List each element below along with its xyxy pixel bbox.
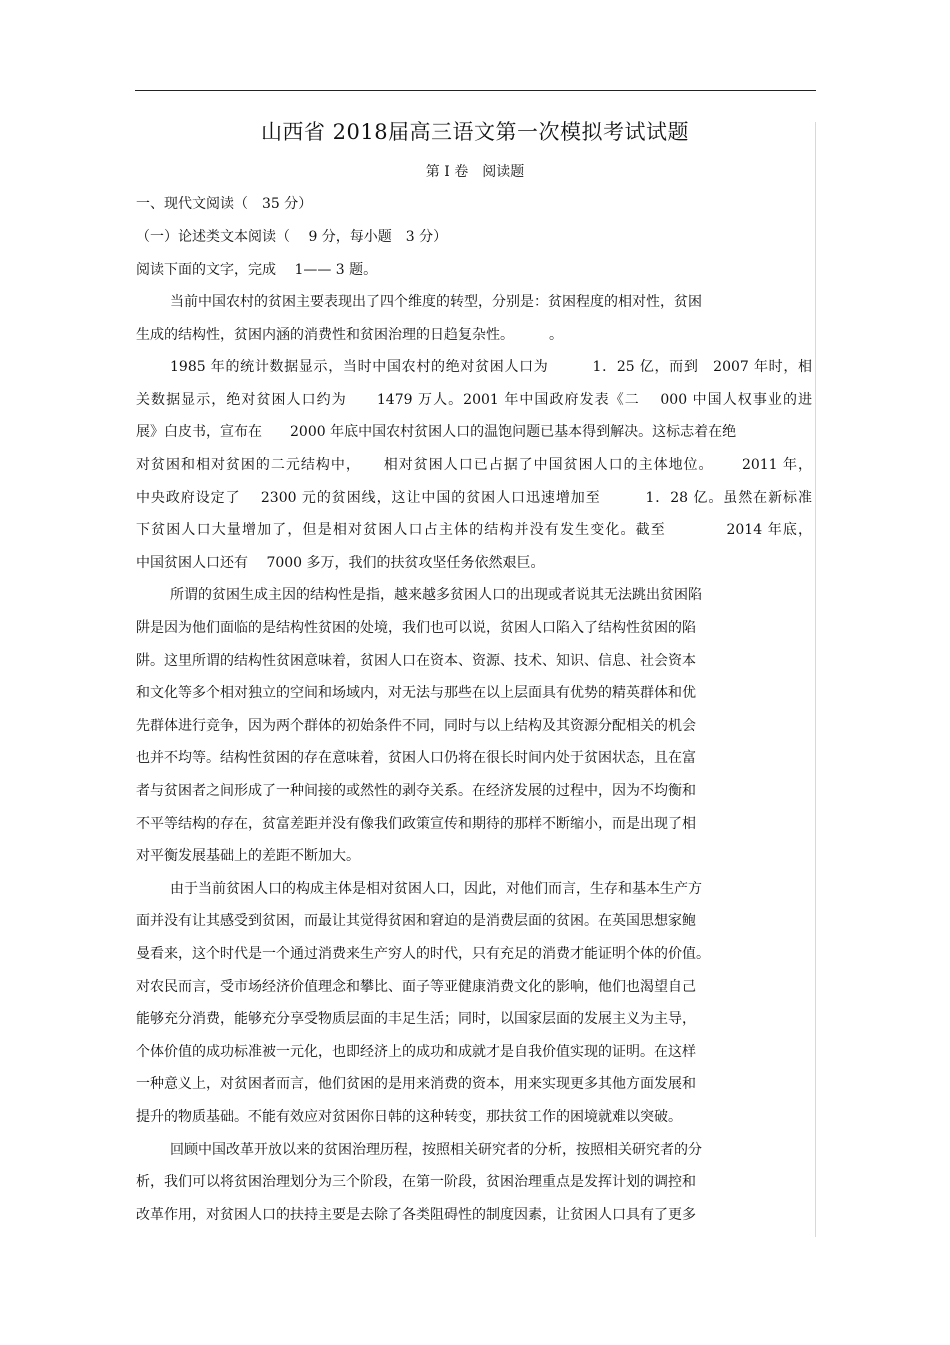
title-block	[0, 116, 950, 146]
body-text-line: 1985 年的统计数据显示，当时中国农村的绝对贫困人口为 1．25 亿，而到 2007 年时，相	[170, 359, 812, 376]
volume-heading: 第 I 卷 阅读题	[425, 164, 525, 180]
body-text-line: 个体价值的成功标准被一元化，也即经济上的成功和成就才是自我价值实现的证明。在这样	[136, 1043, 696, 1060]
body-text-line: 中国贫困人口还有 7000 多万，我们的扶贫攻坚任务依然艰巨。	[136, 554, 545, 571]
page-edge-rule	[815, 122, 816, 1237]
body-text-line: 改革作用，对贫困人口的扶持主要是去除了各类阻碍性的制度因素，让贫困人口具有了更多	[136, 1206, 696, 1223]
body-text-line: 也并不均等。结构性贫困的存在意味着，贫困人口仍将在很长时间内处于贫困状态，且在富	[136, 750, 696, 767]
body-text-line: 对农民而言，受市场经济价值理念和攀比、面子等亚健康消费文化的影响，他们也渴望自己	[136, 978, 696, 995]
instruction-text: 阅读下面的文字，完成 1—— 3 题。	[136, 262, 378, 278]
body-text-line: 能够充分消费，能够充分享受物质层面的丰足生活；同时，以国家层面的发展主义为主导，	[136, 1011, 696, 1028]
body-text-line: 下贫困人口大量增加了，但是相对贫困人口占主体的结构并没有发生变化。截至 2014 年底，	[136, 522, 812, 539]
body-text-line: 析，我们可以将贫困治理划分为三个阶段，在第一阶段，贫困治理重点是发挥计划的调控和	[136, 1174, 696, 1191]
body-text-line: 一种意义上，对贫困者而言，他们贫困的是用来消费的资本，用来实现更多其他方面发展和	[136, 1076, 696, 1093]
body-text-line: 面并没有让其感受到贫困，而最让其觉得贫困和窘迫的是消费层面的贫困。在英国思想家鲍	[136, 913, 696, 930]
body-text-line: 中央政府设定了 2300 元的贫困线，这让中国的贫困人口迅速增加至 1．28 亿。虽然在新标准	[136, 489, 812, 506]
body-text-line: 曼看来，这个时代是一个通过消费来生产穷人的时代，只有充足的消费才能证明个体的价值。	[136, 946, 710, 962]
page-title: 山西省 2018届高三语文第一次模拟考试试题	[260, 120, 690, 144]
body-text-line: 不平等结构的存在，贫富差距并没有像我们政策宣传和期待的那样不断缩小，而是出现了相	[136, 815, 696, 832]
body-text-line: 提升的物质基础。不能有效应对贫困你日韩的这种转变，那扶贫工作的困境就难以突破。	[136, 1109, 682, 1125]
body-text-line: 关数据显示，绝对贫困人口约为 1479 万人。2001 年中国政府发表《二 000 中国人权事业的进	[136, 391, 812, 408]
body-text-line: 由于当前贫困人口的构成主体是相对贫困人口，因此，对他们而言，生存和基本生产方	[170, 880, 702, 897]
body-text-line: 当前中国农村的贫困主要表现出了四个维度的转型，分别是：贫困程度的相对性，贫困	[170, 294, 702, 310]
body-text-line: 所谓的贫困生成主因的结构性是指，越来越多贫困人口的出现或者说其无法跳出贫困陷	[170, 587, 702, 604]
section-heading: 一、现代文阅读（ 35 分）	[136, 196, 313, 212]
body-text-line: 对贫困和相对贫困的二元结构中， 相对贫困人口已占据了中国贫困人口的主体地位。 2011 年，	[136, 457, 812, 473]
volume-heading-block	[0, 161, 950, 181]
body-text-line: 和文化等多个相对独立的空间和场域内，对无法与那些在以上层面具有优势的精英群体和优	[136, 685, 696, 702]
body-text-line: 阱。这里所谓的结构性贫困意味着，贫困人口在资本、资源、技术、知识、信息、社会资本	[136, 652, 696, 669]
body-text-line: 先群体进行竞争，因为两个群体的初始条件不同，同时与以上结构及其资源分配相关的机会	[136, 717, 696, 734]
body-text-line: 生成的结构性，贫困内涵的消费性和贫困治理的日趋复杂性。 。	[136, 326, 563, 343]
subsection-heading: （一）论述类文本阅读（ 9 分，每小题 3 分）	[136, 229, 448, 245]
header-rule	[135, 90, 816, 91]
body-text-line: 回顾中国改革开放以来的贫困治理历程，按照相关研究者的分析，按照相关研究者的分	[170, 1141, 702, 1158]
body-text-line: 阱是因为他们面临的是结构性贫困的处境，我们也可以说，贫困人口陷入了结构性贫困的陷	[136, 620, 696, 636]
body-text-line: 对平衡发展基础上的差距不断加大。	[136, 848, 360, 865]
body-text-line: 展》白皮书，宣布在 2000 年底中国农村贫困人口的温饱问题已基本得到解决。这标志着在绝	[136, 424, 737, 441]
body-text-line: 者与贫困者之间形成了一种间接的或然性的剥夺关系。在经济发展的过程中，因为不均衡和	[136, 783, 696, 799]
